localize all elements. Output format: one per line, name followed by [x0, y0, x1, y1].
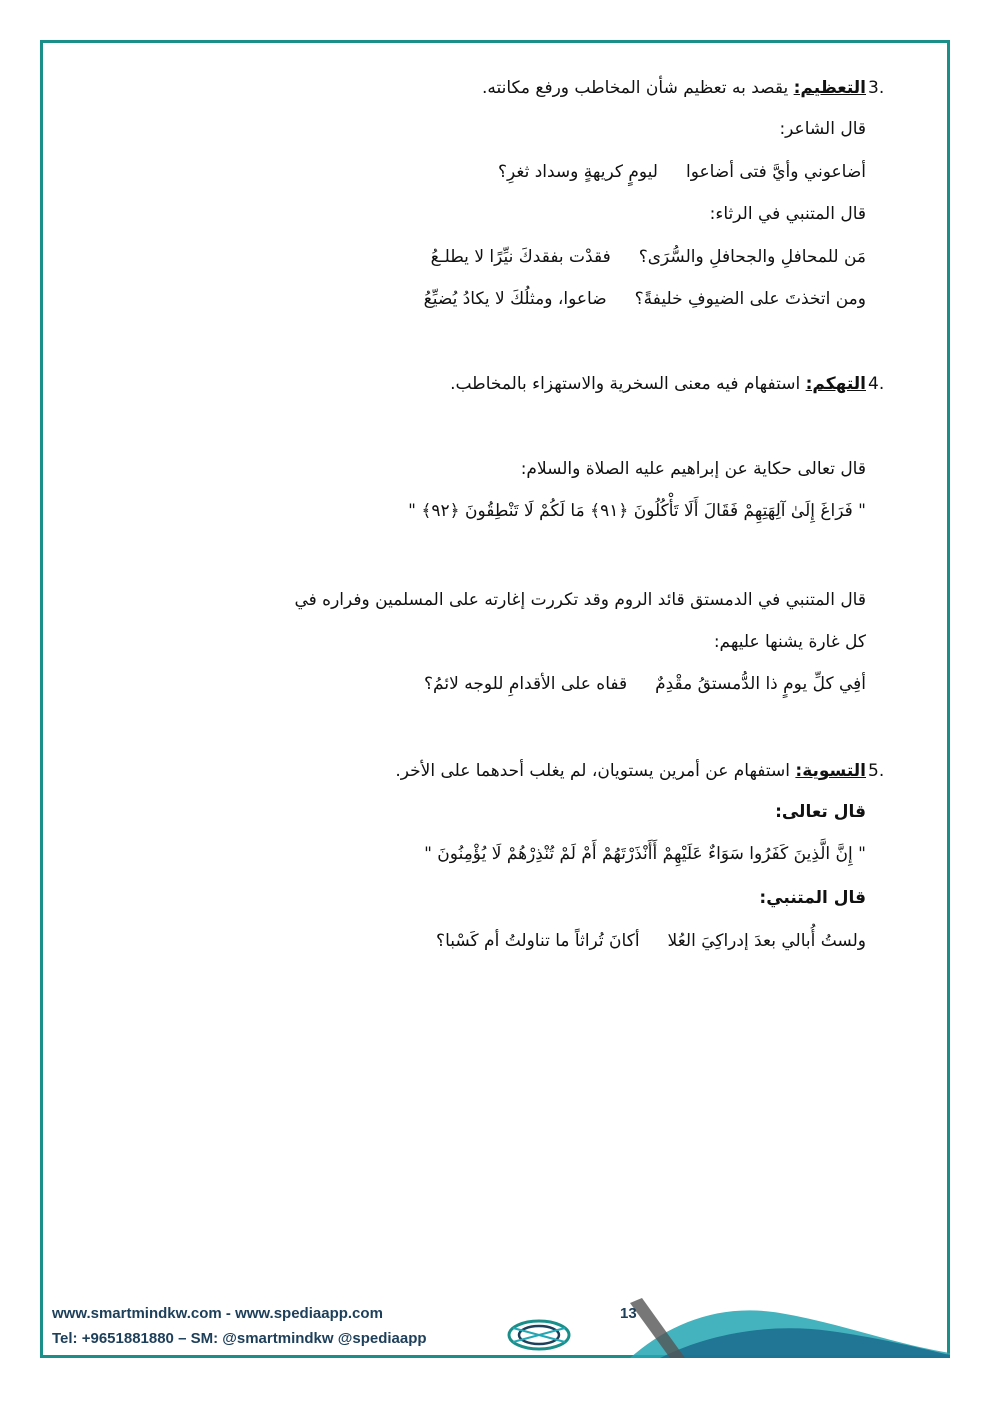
item4-quran-text: " فَرَاغَ إِلَىٰ آلِهَتِهِمْ فَقَالَ أَلَا تَأْكُلُونَ ﴿٩١﴾ مَا لَكُمْ لَا تَنْطِقُونَ ﴿٩٢﴾ ": [408, 501, 866, 521]
footer-websites: www.smartmindkw.com - www.spediaapp.com: [52, 1305, 383, 1322]
item4-definition: استفهام فيه معنى السخرية والاستهزاء بالمخاطب.: [450, 374, 806, 394]
item5-number: 5.: [868, 761, 885, 781]
page-border: [40, 40, 950, 1358]
item5-term: التسوية:: [795, 761, 866, 781]
verse-hemistich: ومن اتخذتَ على الضيوفِ خليفةً؟: [634, 289, 866, 309]
verse-hemistich: قفاه على الأقدامِ للوجه لائمُ؟: [424, 674, 628, 694]
item4-mutanabbi-intro-2: كل غارة يشنها عليهم:: [713, 632, 866, 652]
item5-quran-intro: قال تعالى:: [775, 802, 866, 822]
item3-poet-intro: قال الشاعر:: [779, 119, 866, 139]
item5-mutanabbi-intro: قال المتنبي:: [759, 888, 866, 908]
footer-contact: Tel: +9651881880 – SM: @smartmindkw @spediaapp: [52, 1330, 427, 1347]
item3-number: 3.: [868, 78, 885, 98]
item5-verse: [436, 927, 866, 955]
item5-heading: [395, 757, 866, 785]
item3-verse1: [498, 158, 866, 186]
item3-definition: يقصد به تعظيم شأن المخاطب ورفع مكانته.: [481, 78, 794, 98]
footer-wave-graphic: [630, 1283, 950, 1358]
item4-heading: [450, 370, 866, 398]
verse-hemistich: أفِي كلِّ يومٍ ذا الدُّمستقُ مقْدِمٌ: [655, 674, 866, 694]
verse-hemistich: مَن للمحافلِ والجحافلِ والسُّرَى؟: [638, 247, 866, 267]
item3-term: التعظيم:: [793, 78, 866, 98]
verse-hemistich: فقدْت بفقدكَ نيِّرًا لا يطلـعُ: [430, 247, 611, 267]
item3-verse2: [431, 243, 866, 271]
brain-logo-icon: [505, 1318, 573, 1352]
verse-hemistich: ولستُ أُبالي بعدَ إدراكِيَ العُلا: [667, 931, 866, 951]
item4-number: 4.: [868, 374, 885, 394]
item3-heading: [482, 74, 866, 102]
verse-hemistich: ضاعوا، ومثلُكَ لا يكادُ يُضيِّعُ: [423, 289, 607, 309]
verse-hemistich: أكانَ تُراثاً ما تناولتُ أم كَسْبا؟: [436, 931, 640, 951]
item5-quran-text: " إِنَّ الَّذِينَ كَفَرُوا سَوَاءٌ عَلَيْهِمْ أَأَنْذَرْتَهُمْ أَمْ لَمْ تُنْذِرْهُمْ لَا يُؤْمِنُونَ ": [424, 844, 866, 864]
item4-mutanabbi-intro-1: قال المتنبي في الدمستق قائد الروم وقد تكررت إغارته على المسلمين وفراره في: [294, 590, 866, 610]
item3-verse3: [424, 285, 866, 313]
verse-hemistich: أضاعوني وأيَّ فتى أضاعوا: [685, 162, 866, 182]
item4-term: التهكم:: [805, 374, 866, 394]
item4-verse: [424, 670, 866, 698]
item3-mutanabbi-intro: قال المتنبي في الرثاء:: [709, 204, 866, 224]
item5-definition: استفهام عن أمرين يستويان، لم يغلب أحدهما على الأخر.: [395, 761, 796, 781]
page-number: 13: [620, 1305, 637, 1322]
item4-quran-intro: قال تعالى حكاية عن إبراهيم عليه الصلاة والسلام:: [520, 459, 866, 479]
verse-hemistich: ليومٍ كريهةٍ وسداد ثغرِ؟: [497, 162, 658, 182]
